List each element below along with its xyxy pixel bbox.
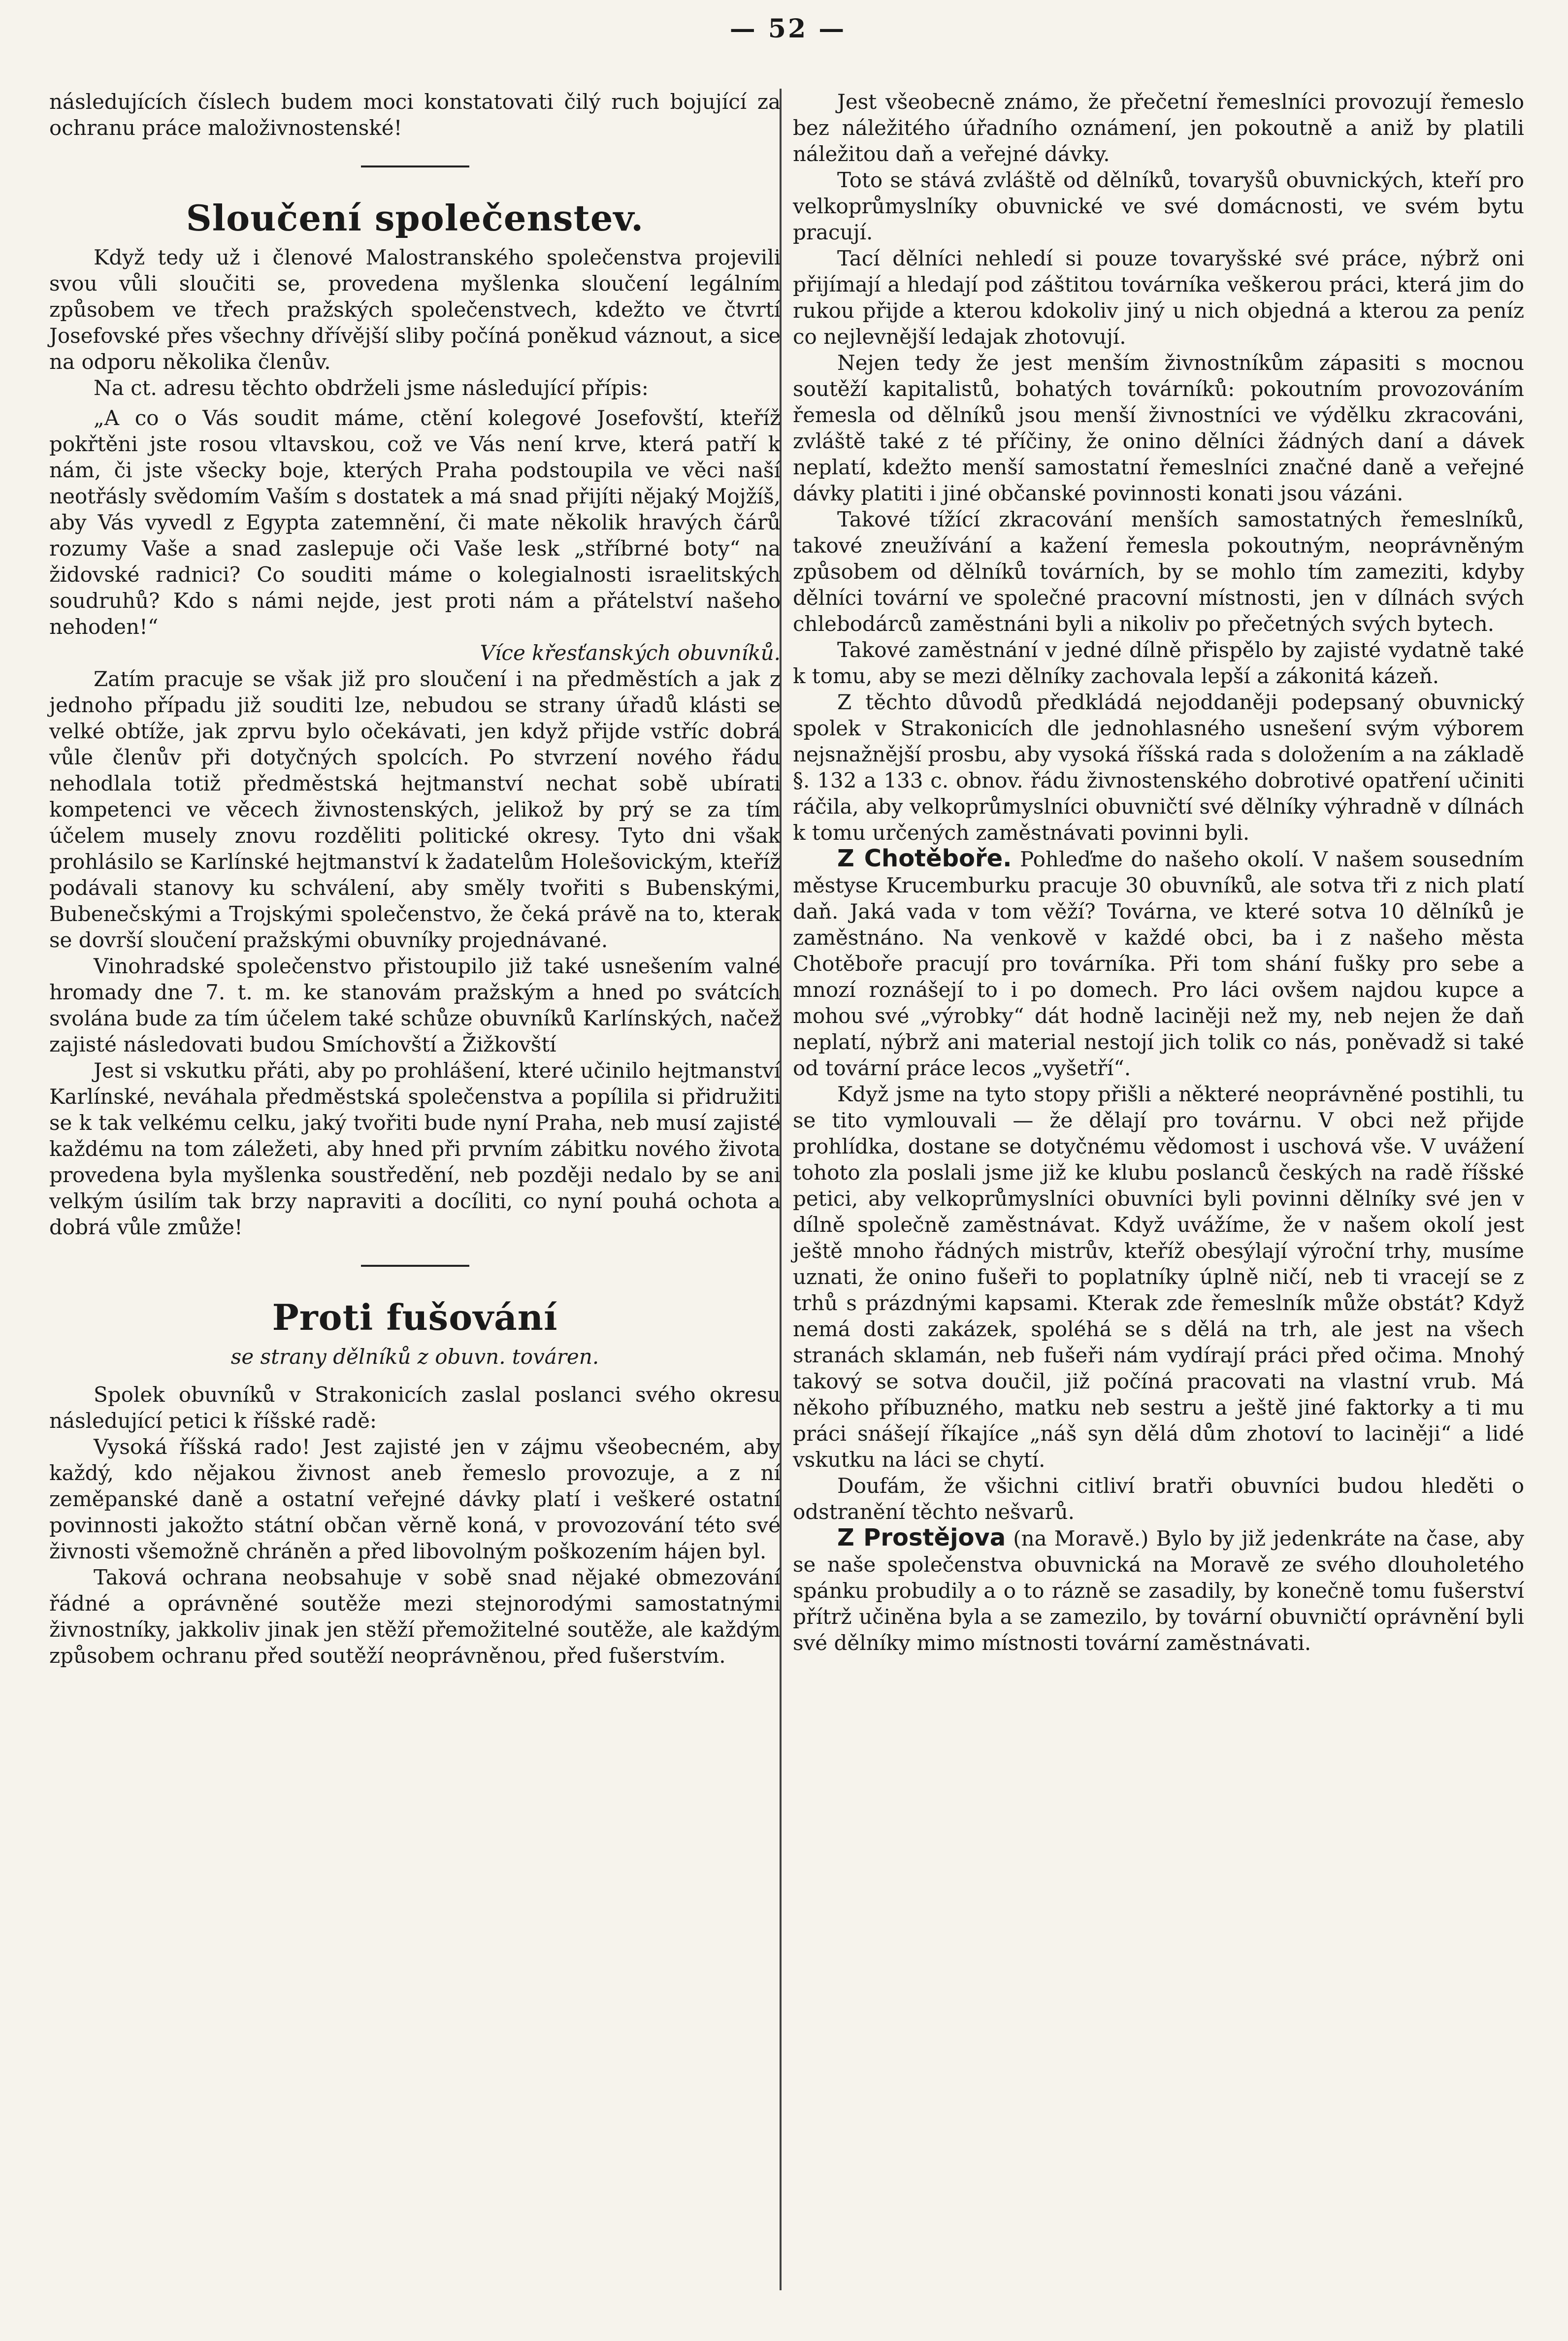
- paragraph: Jest všeobecně známo, že přečetní řemeslníci provozují řemeslo bez náležitého úřadního oznámení, jen pokoutně a aniž by platili náležitou daň a veřejné dávky.: [793, 90, 1524, 166]
- paragraph: Jest si vskutku přáti, aby po prohlášení, které učinilo hejtmanství Karlínské, neváhala předměstská společenstva a popílila si přidružiti se k tak velkému celku, jaký tvořiti bude nyní Praha, neb musí zajisté každému na tom záležeti, aby hned při prvním zábitku nového života provedena byla myšlenka soustředění, neb později nedalo by se ani velkým úsilím tak brzy napraviti a docíliti, co nyní pouhá ochota a dobrá vůle zmůže!: [49, 1058, 781, 1239]
- paragraph: Vinohradské společenstvo přistoupilo již také usnešením valné hromady dne 7. t. m. ke stanovám pražským a hned po svátcích svolána bude za tím účelem také schůze obuvníků Karlínských, načež zajisté následovati budou Smíchovští a Žižkovští: [49, 954, 781, 1056]
- paragraph: Tací dělníci nehledí si pouze tovaryšské své práce, nýbrž oni přijímají a hledají pod záštitou továrníka veškerou práci, která jim do rukou přijde a kterou kdokoliv jiný u nich objedná a kterou za peníz co nejlevnější ledajak zhotovují.: [793, 246, 1524, 349]
- quoted-letter: „A co o Vás soudit máme, ctění kolegové Josefovští, kteříž pokřtěni jste rosou vltavskou, což ve Vás není krve, která patří k nám, či jste všecky boje, kterých Praha podstoupila ve věci naší neotřásly svědomím Vaším s dostatek a má snad přijíti nějaký Mojžíš, aby Vás vyvedl z Egypta zatemnění, či mate několik hravých čárů rozumy Vaše a snad zaslepuje oči Vaše lesk „stříbrné boty“ na židovské radnici? Co souditi máme o kolegialnosti israelitských soudruhů? Kdo s námi nejde, jest proti nám a přátelství našeho nehoden!“: [49, 406, 781, 639]
- report-chotebor: [793, 846, 1524, 1081]
- section-separator: [361, 1265, 469, 1267]
- paragraph: Když jsme na tyto stopy přišli a některé neoprávněné postihli, tu se tito vymlouvali — že dělají pro továrnu. V obci než přijde prohlídka, dostane se dotyčnému vědomost i uschová vše. V uvážení tohoto zla poslali jsme již ke klubu poslanců českých na radě říšské petici, aby velkoprůmyslníci obuvníci byli povinni dělníky své jen v dílně společně zaměstnávat. Když uvážíme, že v našem okolí jest ještě mnoho řádných mistrův, kteříž obesýlají výroční trhy, musíme uznati, že onino fušeři to poplatníky úplně ničí, neb ti vracejí se z trhů s prázdnými kapsami. Kterak zde řemeslník může obstát? Když nemá dosti zakázek, spoléhá se s dělá na trh, ale jest na všech stranách sklamán, neb fušeři nám vydírají práci před očima. Mnohý takový se sotva doučil, již počíná pracovati na vlastní vrub. Má někoho příbuzného, matku neb sestru a ještě jiné faktorky a ti mu práci snášejí říkajíce „náš syn dělá dům zhotoví to laciněji“ a lidé vskutku na láci se chytí.: [793, 1082, 1524, 1472]
- paragraph: Doufám, že všichni citliví bratři obuvníci budou hleděti o odstranění těchto nešvarů.: [793, 1474, 1524, 1524]
- place-note: (na Moravě.): [1013, 1526, 1149, 1550]
- page-number: — 52 —: [729, 14, 847, 44]
- section-title-slouceni: Sloučení společenstev.: [186, 197, 644, 239]
- intro-paragraph: následujících číslech budem moci konstatovati čilý ruch bojující za ochranu práce maloživnostenské!: [49, 90, 781, 140]
- paragraph: Toto se stává zvláště od dělníků, tovaryšů obuvnických, kteří pro velkoprůmyslníky obuvnické ve své domácnosti, ve svém bytu pracují.: [793, 168, 1524, 244]
- paragraph-text: Bylo by již jedenkráte na čase, aby se naše společenstva obuvnická na Moravě ze svého dlouholetého spánku probudily a o to rázně se zasadily, by konečně tomu fušerství přítrž učiněna byla a se zamezilo, by tovární obuvničtí oprávnění byli své dělníky mimo místnosti tovární zaměstnávati.: [793, 1526, 1525, 1655]
- paragraph: Vysoká říšská rado! Jest zajisté jen v zájmu všeobecném, aby každý, kdo nějakou živnost aneb řemeslo provozuje, a z ní zeměpanské daně a ostatní veřejné dávky platí i veškeré ostatní povinnosti jakožto státní občan věrně koná, v provozování této své živnosti všemožně chráněn a před libovolným poškozením hájen byl.: [49, 1435, 781, 1563]
- place-heading: Z Chotěboře.: [837, 845, 1012, 872]
- paragraph: Na ct. adresu těchto obdrželi jsme následující přípis:: [94, 376, 649, 400]
- paragraph: Nejen tedy že jest menším živnostníkům zápasiti s mocnou soutěží kapitalistů, bohatých továrníků: pokoutním provozováním řemesla od dělníků jsou menší živnostníci ve výdělku zkracováni, zvláště také z té příčiny, že onino dělníci žádných daní a dávek neplatí, kdežto menší samostatní řemeslníci značné daně a veřejné dávky platiti i jiné občanské povinnosti konati jsou vázáni.: [793, 351, 1524, 505]
- letter-signature: Více křesťanských obuvníků.: [480, 641, 781, 665]
- section-title-fusovani: Proti fušování: [272, 1296, 558, 1338]
- left-column: [49, 89, 781, 1669]
- paragraph: Takové zaměstnání v jedné dílně přispělo by zajisté vydatně také k tomu, aby se mezi dělníky zachovala lepší a zákonitá kázeň.: [793, 638, 1524, 688]
- paragraph: Zatím pracuje se však již pro sloučení i na předměstích a jak z jednoho případu již souditi lze, nebudou se strany úřadů klásti se velké obtíže, jak zprvu bylo očekávati, jen když přijde vstříc dobrá vůle členův při dotyčných spolcích. Po stvrzení nového řádu nehodlala totiž předměstská hejtmanství nechat sobě ubírati kompetenci ve věcech živnostenských, jelikož by prý se za tím účelem musely znovu rozděliti politické okresy. Tyto dni však prohlásilo se Karlínské hejtmanství k žadatelům Holešovickým, kteříž podávali stanovy ku schválení, aby směly tvořiti s Bubenskými, Bubenečskými a Trojskými společenstvo, že čeká právě na to, kterak se dovrší sloučení pražskými obuvníky projednávané.: [49, 667, 781, 952]
- section-separator: [361, 165, 469, 167]
- section-subtitle: se strany dělníků z obuvn. továren.: [230, 1345, 599, 1369]
- paragraph: Takové tížící zkracování menších samostatných řemeslníků, takové zneužívání a kažení řemesla pokoutným, neoprávněným způsobem od dělníků továrních, by se mohlo tím zameziti, kdyby dělníci tovární ve společné pracovní místnosti, jen v dílnách svých chlebodárců zaměstnáni byli a nikoliv po přečetných svých bytech.: [793, 507, 1524, 636]
- right-column: [793, 89, 1524, 1656]
- paragraph: Z těchto důvodů předkládá nejoddaněji podepsaný obuvnický spolek v Strakonicích dle jednohlasného usnešení svým výborem nejsnažnější prosbu, aby vysoká říšská rada s doložením a na základě §. 132 a 133 c. obnov. řádu živnostenského dobrotivé opatření učiniti ráčila, aby velkoprůmyslníci obuvničtí své dělníky výhradně v dílnách k tomu určených zaměstnávati povinni byli.: [793, 690, 1524, 845]
- paragraph-text: Pohleďme do našeho okolí. V našem sousedním městyse Krucemburku pracuje 30 obuvníků, ale sotva tři z nich platí daň. Jaká vada v tom věží? Továrna, ve které sotva 10 dělníků je zaměstnáno. Na venkově v každé obci, ba i z našeho města Chotěboře pracují pro továrníka. Při tom shání fušky pro sebe a mnozí roznášejí to i po domech. Pro láci ovšem najdou kupce a mohou své „výrobky“ dát hodně laciněji než my, neb nejen že daň neplatí, nýbrž ani material nestojí jich tolik co nás, poněvadž si také od tovární práce lecos „vyšetří“.: [793, 847, 1525, 1080]
- paragraph: Když tedy už i členové Malostranského společenstva projevili svou vůli sloučiti se, provedena myšlenka sloučení legálním způsobem ve třech pražských společenstvech, kdežto ve čtvrtí Josefovské přes všechny dřívější sliby počíná poněkud váznout, a sice na odporu několika členův.: [49, 245, 781, 374]
- report-prostejov: [793, 1525, 1524, 1656]
- paragraph: Taková ochrana neobsahuje v sobě snad nějaké obmezování řádné a oprávněné soutěže mezi stejnorodými samostatnými živnostníky, jakkoliv jinak jen stěží přemožitelné soutěže, ale každým způsobem ochranu před soutěží neoprávněnou, před fušerstvím.: [49, 1565, 781, 1668]
- place-heading: Z Prostějova: [837, 1524, 1006, 1551]
- paragraph: Spolek obuvníků v Strakonicích zaslal poslanci svého okresu následující petici k říšské radě:: [49, 1383, 781, 1433]
